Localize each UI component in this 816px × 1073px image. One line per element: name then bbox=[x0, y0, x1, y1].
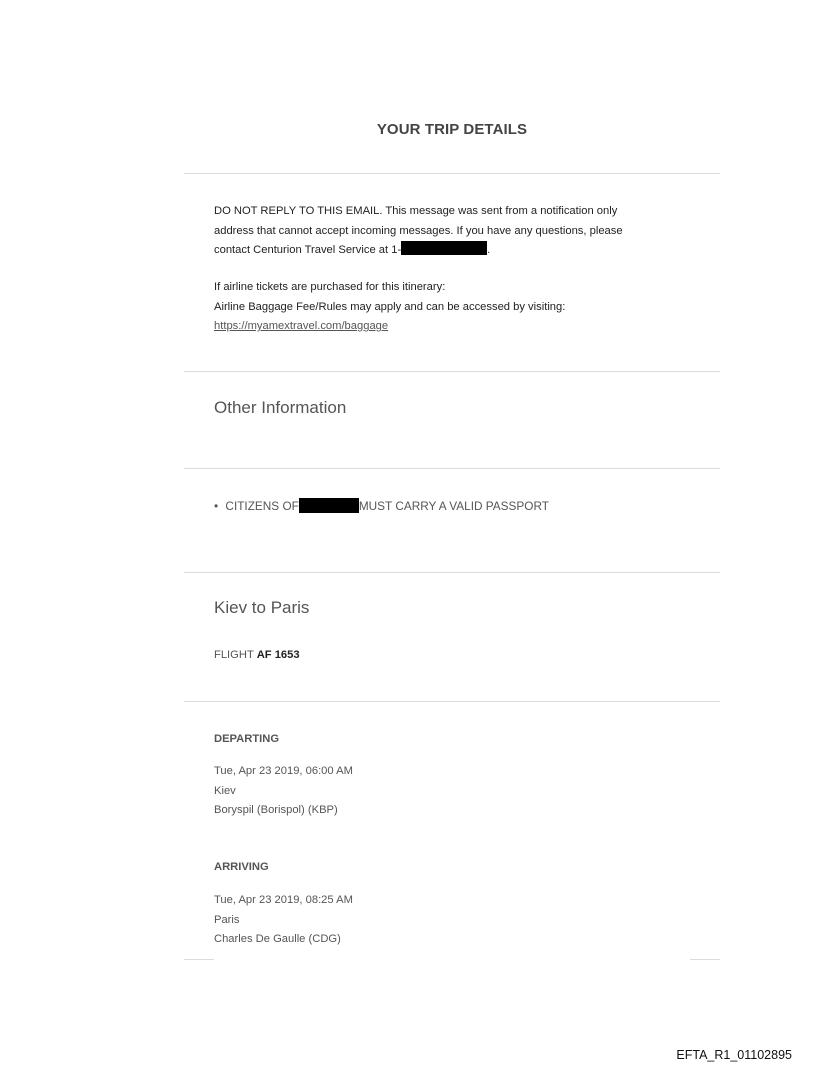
contact-period: . bbox=[487, 244, 491, 257]
arriving-label: ARRIVING bbox=[214, 861, 269, 873]
passport-requirement bbox=[214, 498, 549, 513]
divider bbox=[184, 371, 720, 372]
arriving-city: Paris bbox=[214, 913, 240, 926]
country-redaction bbox=[299, 498, 359, 513]
notice-line: DO NOT REPLY TO THIS EMAIL. This message was sent from a notification only bbox=[214, 205, 618, 217]
departing-datetime: Tue, Apr 23 2019, 06:00 AM bbox=[214, 765, 353, 777]
airline-text: If airline tickets are purchased for this itinerary: bbox=[214, 281, 446, 293]
airline-text: Airline Baggage Fee/Rules may apply and can be accessed by visiting: bbox=[214, 300, 566, 313]
requirement-text: MUST CARRY A VALID PASSPORT bbox=[358, 499, 549, 513]
arriving-datetime: Tue, Apr 23 2019, 08:25 AM bbox=[214, 894, 353, 906]
arriving-airport: Charles De Gaulle (CDG) bbox=[214, 933, 341, 945]
departing-label: DEPARTING bbox=[214, 733, 280, 745]
divider bbox=[184, 173, 720, 174]
arriving-details bbox=[214, 891, 353, 950]
document-code: EFTA_R1_01102895 bbox=[676, 1048, 792, 1062]
contact-text: contact Centurion Travel Service at 1- bbox=[214, 244, 402, 257]
other-information-heading: Other Information bbox=[214, 398, 347, 417]
requirement-text: CITIZENS OF bbox=[225, 499, 299, 513]
bullet-icon: • bbox=[214, 499, 219, 513]
divider-stub bbox=[690, 959, 720, 960]
flight-label: FLIGHT bbox=[214, 649, 254, 661]
flight-code: AF 1653 bbox=[256, 649, 300, 661]
departing-details bbox=[214, 762, 353, 821]
baggage-notice bbox=[214, 278, 684, 337]
departing-city: Kiev bbox=[214, 784, 236, 797]
page-title: YOUR TRIP DETAILS bbox=[376, 121, 528, 138]
notice-line bbox=[214, 241, 684, 261]
phone-redaction bbox=[401, 241, 487, 255]
notice-line: address that cannot accept incoming messages. If you have any questions, please bbox=[214, 224, 623, 237]
no-reply-notice bbox=[214, 202, 684, 261]
divider-stub bbox=[184, 959, 214, 960]
divider bbox=[184, 701, 720, 702]
departing-airport: Boryspil (Borispol) (KBP) bbox=[214, 804, 338, 816]
divider bbox=[184, 572, 720, 573]
divider bbox=[184, 468, 720, 469]
baggage-link[interactable]: https://myamextravel.com/baggage bbox=[214, 320, 389, 333]
route-heading: Kiev to Paris bbox=[214, 598, 310, 617]
flight-number bbox=[214, 649, 300, 661]
